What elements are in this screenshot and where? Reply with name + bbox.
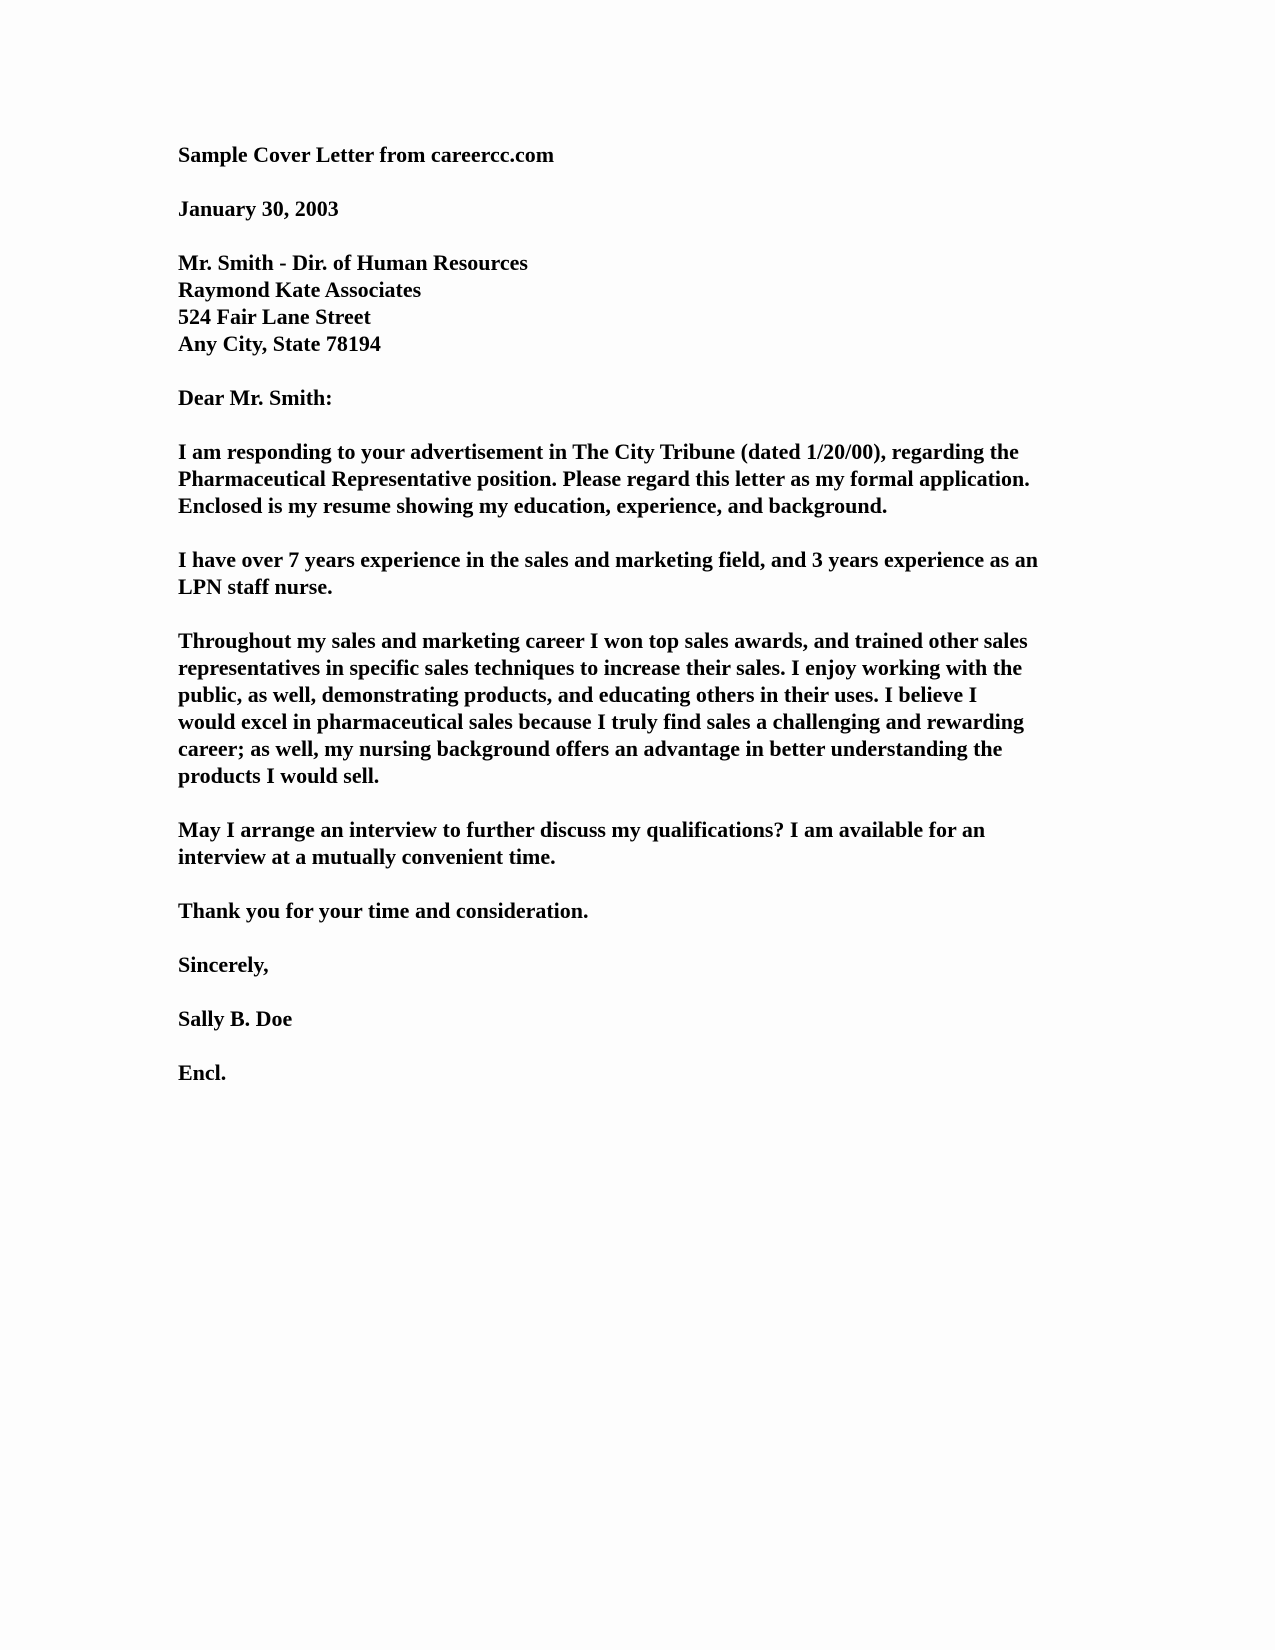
salutation: Dear Mr. Smith:	[178, 385, 333, 410]
body-paragraph-1: I am responding to your advertisement in The City Tribune (dated 1/20/00), regarding the Pharmaceutical Representative position. Please regard this letter as my formal application. Enclosed is my resume showing my education, experience, and background.	[178, 439, 1030, 518]
letter-date: January 30, 2003	[178, 196, 339, 221]
body-paragraph-4: May I arrange an interview to further discuss my qualifications? I am available for an interview at a mutually convenient time.	[178, 817, 986, 869]
body-paragraph-2: I have over 7 years experience in the sales and marketing field, and 3 years experience as an LPN staff nurse.	[178, 547, 1038, 599]
signature-name: Sally B. Doe	[178, 1006, 293, 1031]
cover-letter	[178, 141, 1040, 1113]
signoff: Sincerely,	[178, 952, 269, 977]
thank-you-line: Thank you for your time and consideration.	[178, 898, 589, 923]
recipient-city-state: Any City, State 78194	[178, 331, 381, 356]
letter-title: Sample Cover Letter from careercc.com	[178, 142, 555, 167]
enclosure-note: Encl.	[178, 1060, 227, 1085]
recipient-address	[178, 249, 1040, 357]
body-paragraph-3: Throughout my sales and marketing career I won top sales awards, and trained other sales representatives in specific sales techniques to increase their sales. I enjoy working with the public, as well, demonstrating products, and educating others in their uses. I believe I would excel in pharmaceutical sales because I truly find sales a challenging and rewarding career; as well, my nursing background offers an advantage in better understanding the products I would sell.	[178, 628, 1028, 788]
recipient-street: 524 Fair Lane Street	[178, 304, 371, 329]
recipient-name: Mr. Smith - Dir. of Human Resources	[178, 250, 528, 275]
recipient-company: Raymond Kate Associates	[178, 277, 422, 302]
